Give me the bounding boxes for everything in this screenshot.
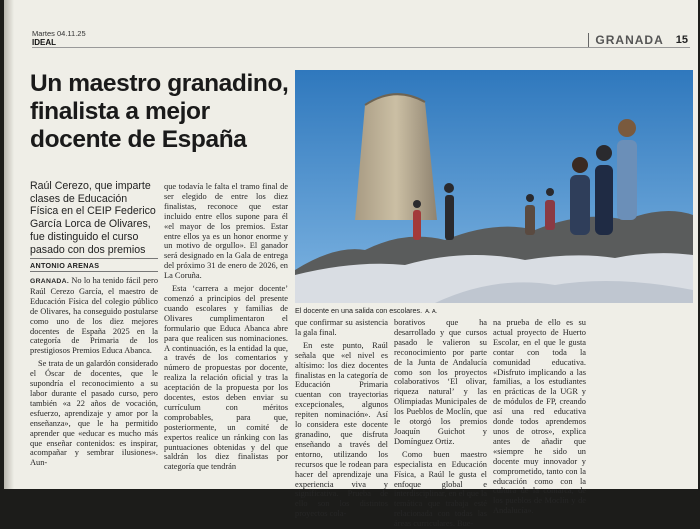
body-paragraph: na prueba de ello es su actual proyecto de Huerto Escolar, en el que le gusta contar con toda la comunidad educativa. «Disfruto implicando a las familias, a los estudiantes en prácticas de la UGR y de módulos de FP, creando así una red educativa donde todos aprendemos unos de otros», explica antes de añadir que «siempre he sido un docente muy innovador y comprometido, tanto con la educación como con la cultura de la comarca, de los pueblos de Moclín y de Andalucía». (493, 318, 586, 516)
photo-credit: A. A. (425, 309, 438, 315)
article-photo (295, 70, 693, 303)
photo-caption (295, 306, 693, 315)
body-paragraph: Como buen maestro especialista en Educación Física, a Raúl le gusta el enfoque global e interdisciplinar, en el que la temática que trabaja esté relacionada con todas las áreas curriculares. Bue- (394, 449, 487, 529)
body-column-1 (30, 276, 158, 489)
section-divider (588, 33, 589, 47)
body-column-2 (164, 182, 288, 489)
newspaper-page (4, 0, 698, 529)
article-subtitle: Raúl Cerezo, que imparte clases de Educación Física en el CEIP Federico García Lorca de Olivares, fue distinguido el curso pasado con dos premios (30, 180, 156, 256)
paper-name: IDEAL (32, 37, 56, 47)
page-number: 15 (675, 34, 688, 46)
dateline: GRANADA. (30, 278, 70, 285)
caption-text: El docente en una salida con escolares. (295, 306, 423, 315)
article-headline: Un maestro granadino, finalista a mejor docente de España (30, 70, 289, 153)
body-column-4 (394, 318, 487, 529)
body-paragraph: Esta ‘carrera a mejor docente’ comenzó a principios del presente cuando escolares y familias de Olivares cumplimentaron el formulario que Educa Abanca abre para que realicen sus nominaciones. A continuación, es la entidad la que, a través de los comentarios y número de propuestas por docente, realiza la relación oficial y tras la aceptación de la propuesta por los docentes, estos deben enviar su currículum con méritos comprobables, para que, posteriormente, un comité de expertos realice un ránking con las puntuaciones obtenidas y del que saldrán los diez finalistas por categoría que tendrán (164, 284, 288, 472)
body-paragraph: Se trata de un galardón considerado el Óscar de docentes, que le supondría el reconocimiento a su labor durante el pasado curso, pero también «a 22 años de vocación, esfuerzo, aprendizaje y amor por la enseñanza», que le ha permitido aprender que «educar es mucho más que enseñar contenidos: es inspirar, acompañar y sembrar ilusiones». Aun- (30, 359, 158, 468)
body-paragraph: que confirmar su asistencia la gala final. (295, 318, 388, 337)
byline: ANTONIO ARENAS (30, 258, 158, 272)
body-paragraph (30, 276, 158, 356)
watchtower (355, 94, 437, 220)
issue-date: Martes 04.11.25 (32, 29, 86, 38)
header-rule (32, 47, 690, 48)
section-header (588, 33, 688, 47)
body-paragraph: que todavía le falta el tramo final de ser elegido de entre los diez finalistas, reconoce que estar incluido entre ellos supone para él «el mayor de los premios. Estar entre ellos ya es un honor enorme y un motivo de orgullo». El ganador será designado en la Gala de entrega del próximo 31 de enero de 2026, en La Coruña. (164, 182, 288, 281)
body-paragraph: borativos que ha desarrollado y que cursos pasado le valieron su reconocimiento por parte de la Junta de Andalucía como son los proyectos colaborativos ‘El olivar, riqueza natural’ y las Olimpiadas Municipales de los Pueblos de Moclín, que le otorgó los premios Joaquín Guichot y Domínguez Ortiz. (394, 318, 487, 446)
body-column-3 (295, 318, 388, 519)
section-name: GRANADA (595, 33, 664, 47)
body-paragraph: En este punto, Raúl señala que «el nivel es altísimo: los diez docentes finalistas en la categoría de Educación Primaria cuentan con trayectorias excepcionales, algunos repiten nominación». Así lo considera este docente granadino, que disfruta enseñando a través del entorno, utilizando los recursos que le rodean para hacer del aprendizaje una experiencia viva y significativa. Prueba de ello son los distintos proyectos cola- (295, 340, 388, 519)
body-column-5 (493, 318, 586, 516)
page-fold-shadow (4, 0, 14, 489)
masthead-info (32, 30, 86, 47)
body-text: No lo ha tenido fácil pero Raúl Cerezo García, el maestro de Educación Física del colegio público de Olivares, ha conseguido postularse como uno de los diez mejores docentes de España 2025 en la categoría de Primaria de los prestigiosos Premios Educa Abanca. (30, 276, 159, 356)
